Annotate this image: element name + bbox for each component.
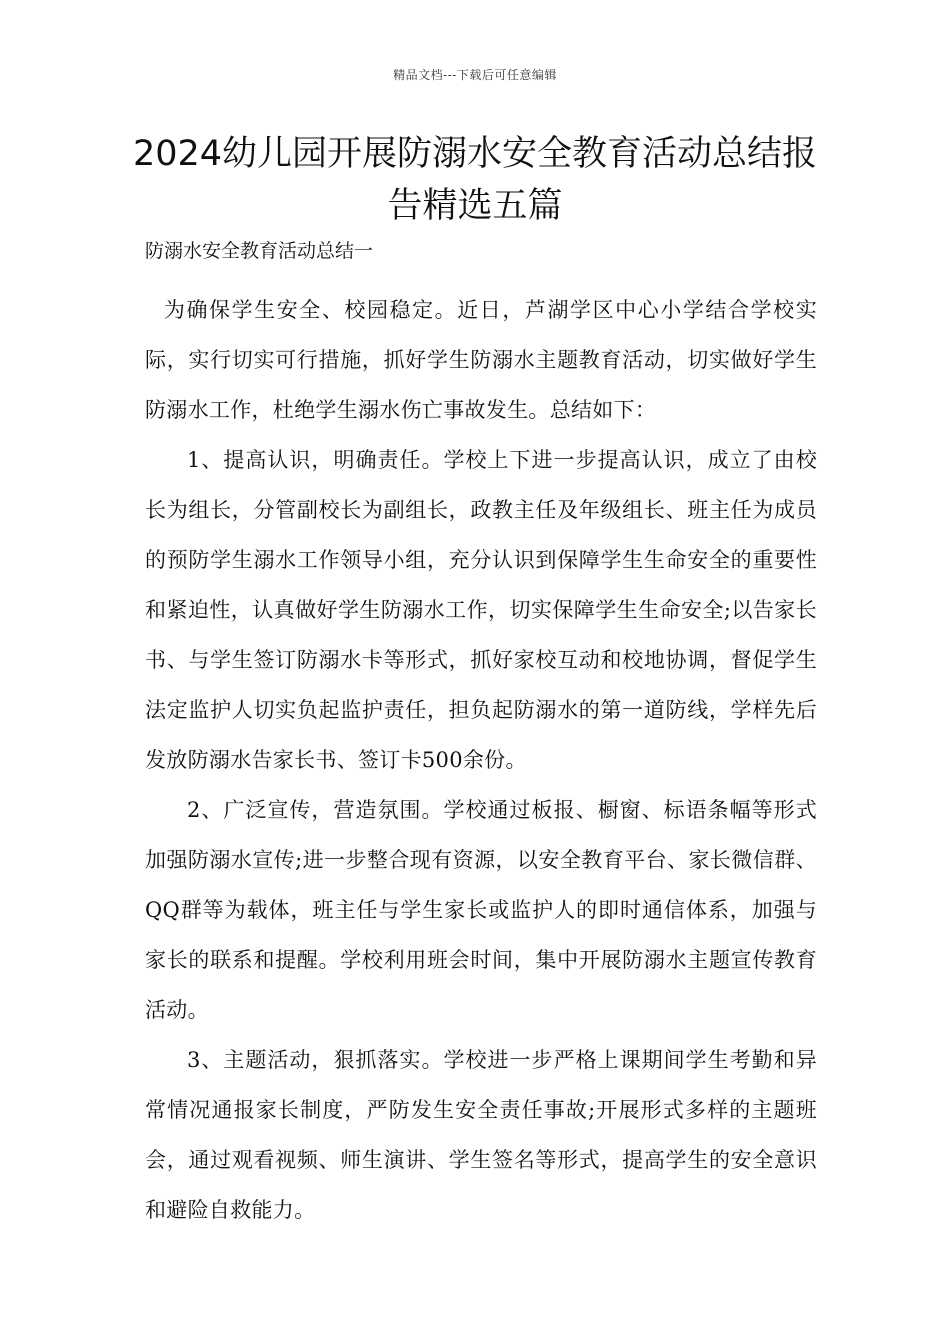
- paragraph-item-1: 1、提高认识，明确责任。学校上下进一步提高认识，成立了由校长为组长，分管副校长为副组长，政教主任及年级组长、班主任为成员的预防学生溺水工作领导小组，充分认识到保障学生生命安全的重要性和紧迫性，认真做好学生防溺水工作，切实保障学生生命安全;以告家长书、与学生签订防溺水卡等形式，抓好家校互动和校地协调，督促学生法定监护人切实负起监护责任，担负起防溺水的第一道防线，学样先后发放防溺水告家长书、签订卡500余份。: [145, 448, 817, 772]
- paragraph-item-2: 2、广泛宣传，营造氛围。学校通过板报、橱窗、标语条幅等形式加强防溺水宣传;进一步整合现有资源，以安全教育平台、家长微信群、QQ群等为载体，班主任与学生家长或监护人的即时通信体系，加强与家长的联系和提醒。学校利用班会时间，集中开展防溺水主题宣传教育活动。: [145, 798, 817, 1022]
- document-body: [145, 236, 817, 1235]
- intro-paragraph: 为确保学生安全、校园稳定。近日，芦湖学区中心小学结合学校实际，实行切实可行措施，抓好学生防溺水主题教育活动，切实做好学生防溺水工作，杜绝学生溺水伤亡事故发生。总结如下：: [145, 298, 817, 422]
- header-note: 精品文档---下载后可任意编辑: [393, 68, 557, 82]
- paragraph-item-3: 3、主题活动，狠抓落实。学校进一步严格上课期间学生考勤和异常情况通报家长制度，严防发生安全责任事故;开展形式多样的主题班会，通过观看视频、师生演讲、学生签名等形式，提高学生的安全意识和避险自救能力。: [145, 1048, 817, 1222]
- section-heading: 防溺水安全教育活动总结一: [145, 240, 374, 262]
- document-title: 2024幼儿园开展防溺水安全教育活动总结报告精选五篇: [132, 134, 818, 226]
